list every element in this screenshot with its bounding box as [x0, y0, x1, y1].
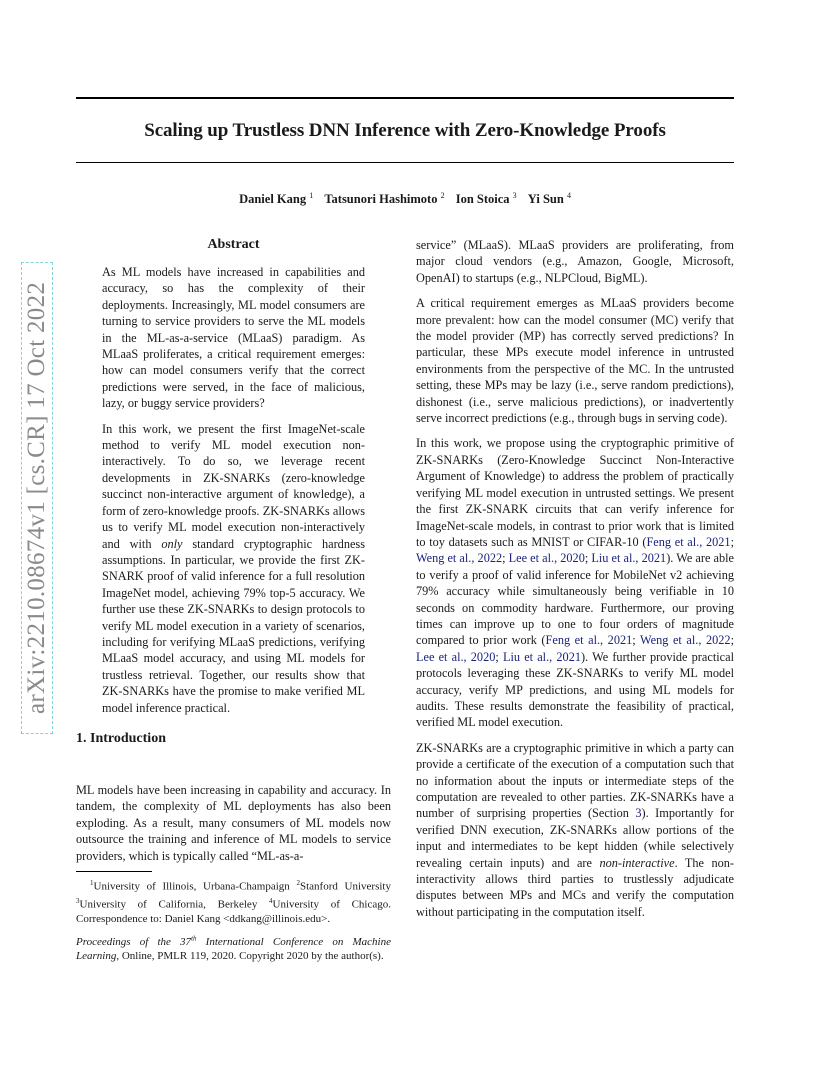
author-name: Ion Stoica $^3$	[455, 191, 517, 207]
citation-link[interactable]: Weng et al., 2022	[416, 551, 503, 566]
citation-link[interactable]: Lee et al., 2020	[416, 649, 496, 664]
intro-left-column	[76, 782, 391, 873]
citation-link[interactable]: Liu et al., 2021	[591, 551, 667, 566]
abstract-paragraph: In this work, we present the first ImageNet-scale method to verify ML model execution non-interactively. To do so, we leverage recent developments in ZK-SNARKs (zero-knowledge succinct non-interactive argument of knowledge), a form of zero-knowledge proofs. ZK-SNARKs allows us to verify ML model execution non-interactively and with only standard cryptographic hardness assumptions. In particular, we provide the first ZK-SNARK proof of valid inference for a full resolution ImageNet model, achieving 79% top-5 accuracy. We further use these ZK-SNARKs to design protocols to verify ML model execution in a variety of scenarios, including for verifying MLaaS predictions, verifying MLaaS model accuracy, and using ML models for trustless retrieval. Together, our results show that ZK-SNARKs have the promise to make verified ML model inference practical.	[102, 421, 365, 715]
intro-paragraph: ZK-SNARKs are a cryptographic primitive in which a party can provide a certificate of the execution of a computation such that no information about the inputs or intermediate steps of the computation are revealed to other parties. ZK-SNARKs have a number of surprising properties (Section 3). Importantly for verified DNN execution, ZK-SNARKs allow portions of the input and intermediates to be kept hidden (while selectively revealing certain inputs) and are non-interactive. The non-interactivity allows third parties to trustlessly adjudicate disputes between MPs and MCs and verify the computation without participating in the computation itself.	[416, 740, 735, 919]
intro-right-column	[416, 237, 734, 929]
intro-paragraph: ML models have been increasing in capability and accuracy. In tandem, the complexity of ML deployments has also been exploding. As a result, many consumers of ML models now outsource the training and inference of ML models to service providers, which is typically called “ML-as-a-	[76, 783, 391, 863]
citation-link[interactable]: Feng et al., 2021	[545, 633, 633, 648]
paper-title: Scaling up Trustless DNN Inference with Zero-Knowledge Proofs	[144, 120, 666, 141]
proceedings-note: Proceedings of the 37th International Conference on Machine Learning, Online, PMLR 119, 2020. Copyright 2020 by the author(s).	[76, 934, 391, 963]
title-bottom-rule	[76, 162, 734, 163]
section-ref-link[interactable]: 3	[635, 806, 642, 821]
citation-link[interactable]: Feng et al., 2021	[646, 534, 731, 549]
footnote-rule	[76, 871, 152, 872]
intro-paragraph: service” (MLaaS). MLaaS providers are proliferating, from major cloud vendors (e.g., Amazon, Google, Microsoft, OpenAI) to startups (e.g., NLPCloud, BigML).	[416, 238, 734, 285]
author-list	[76, 191, 734, 207]
title-top-rule	[76, 97, 734, 99]
arxiv-identifier-link[interactable]: arXiv:2210.08674v1 [cs.CR] 17 Oct 2022	[21, 262, 53, 734]
author-name: Yi Sun $^4$	[527, 191, 571, 207]
author-name: Daniel Kang $^1$	[239, 191, 314, 207]
abstract-body	[102, 264, 365, 725]
intro-paragraph: A critical requirement emerges as MLaaS providers become more prevalent: how can the model consumer (MC) verify that the model provider (MP) has correctly served predictions? In particular, these MPs execute model inference in untrusted environments from the perspective of the MC. In the untrusted setting, these MPs may be lazy (i.e., serve random predictions), dishonest (i.e., serve malicious predictions), or inadvertently serve incorrect predictions (e.g., through bugs in serving code).	[416, 296, 734, 426]
affiliation-footnote: $^1$University of Illinois, Urbana-Champaign $^2$Stanford University $^3$University of California, Berkeley $^4$University of Chicago. Correspondence to: Daniel Kang <ddkang@illinois.edu>.	[76, 879, 391, 926]
citation-link[interactable]: Liu et al., 2021	[502, 649, 581, 664]
section-heading-introduction: 1. Introduction	[76, 731, 166, 746]
citation-link[interactable]: Lee et al., 2020	[508, 551, 585, 566]
citation-link[interactable]: Weng et al., 2022	[640, 633, 731, 648]
intro-paragraph: In this work, we propose using the cryptographic primitive of ZK-SNARKs (Zero-Knowledge Succinct Non-Interactive Argument of Knowledge) to address the problem of practically verifying ML model execution in untrusted settings. We present the first ZK-SNARK circuits that can verify inference for ImageNet-scale models, in contrast to prior work that is limited to toy datasets such as MNIST or CIFAR-10 (Feng et al., 2021; Weng et al., 2022; Lee et al., 2020; Liu et al., 2021). We are able to verify a proof of valid inference for MobileNet v2 achieving 79% accuracy while simultaneously being verifiable in 10 seconds on commodity hardware. Furthermore, our proving times can improve up to one to four orders of magnitude compared to prior work (Feng et al., 2021; Weng et al., 2022; Lee et al., 2020; Liu et al., 2021). We further provide practical protocols leveraging these ZK-SNARKs to verify ML model accuracy, verify MP predictions, and using ML models for audits. These results demonstrate the feasibility of practical, verified ML model execution.	[416, 436, 735, 730]
abstract-heading: Abstract	[207, 237, 260, 252]
author-name: Tatsunori Hashimoto $^2$	[324, 191, 445, 207]
abstract-paragraph: As ML models have increased in capabilities and accuracy, so has the complexity of their deployments. Increasingly, ML model consumers are turning to service providers to serve the ML models in the ML-as-a-service (MLaaS) paradigm. As MLaaS proliferates, a critical requirement emerges: how can model consumers verify that the correct predictions were served, in the face of malicious, lazy, or buggy service providers?	[102, 265, 365, 411]
